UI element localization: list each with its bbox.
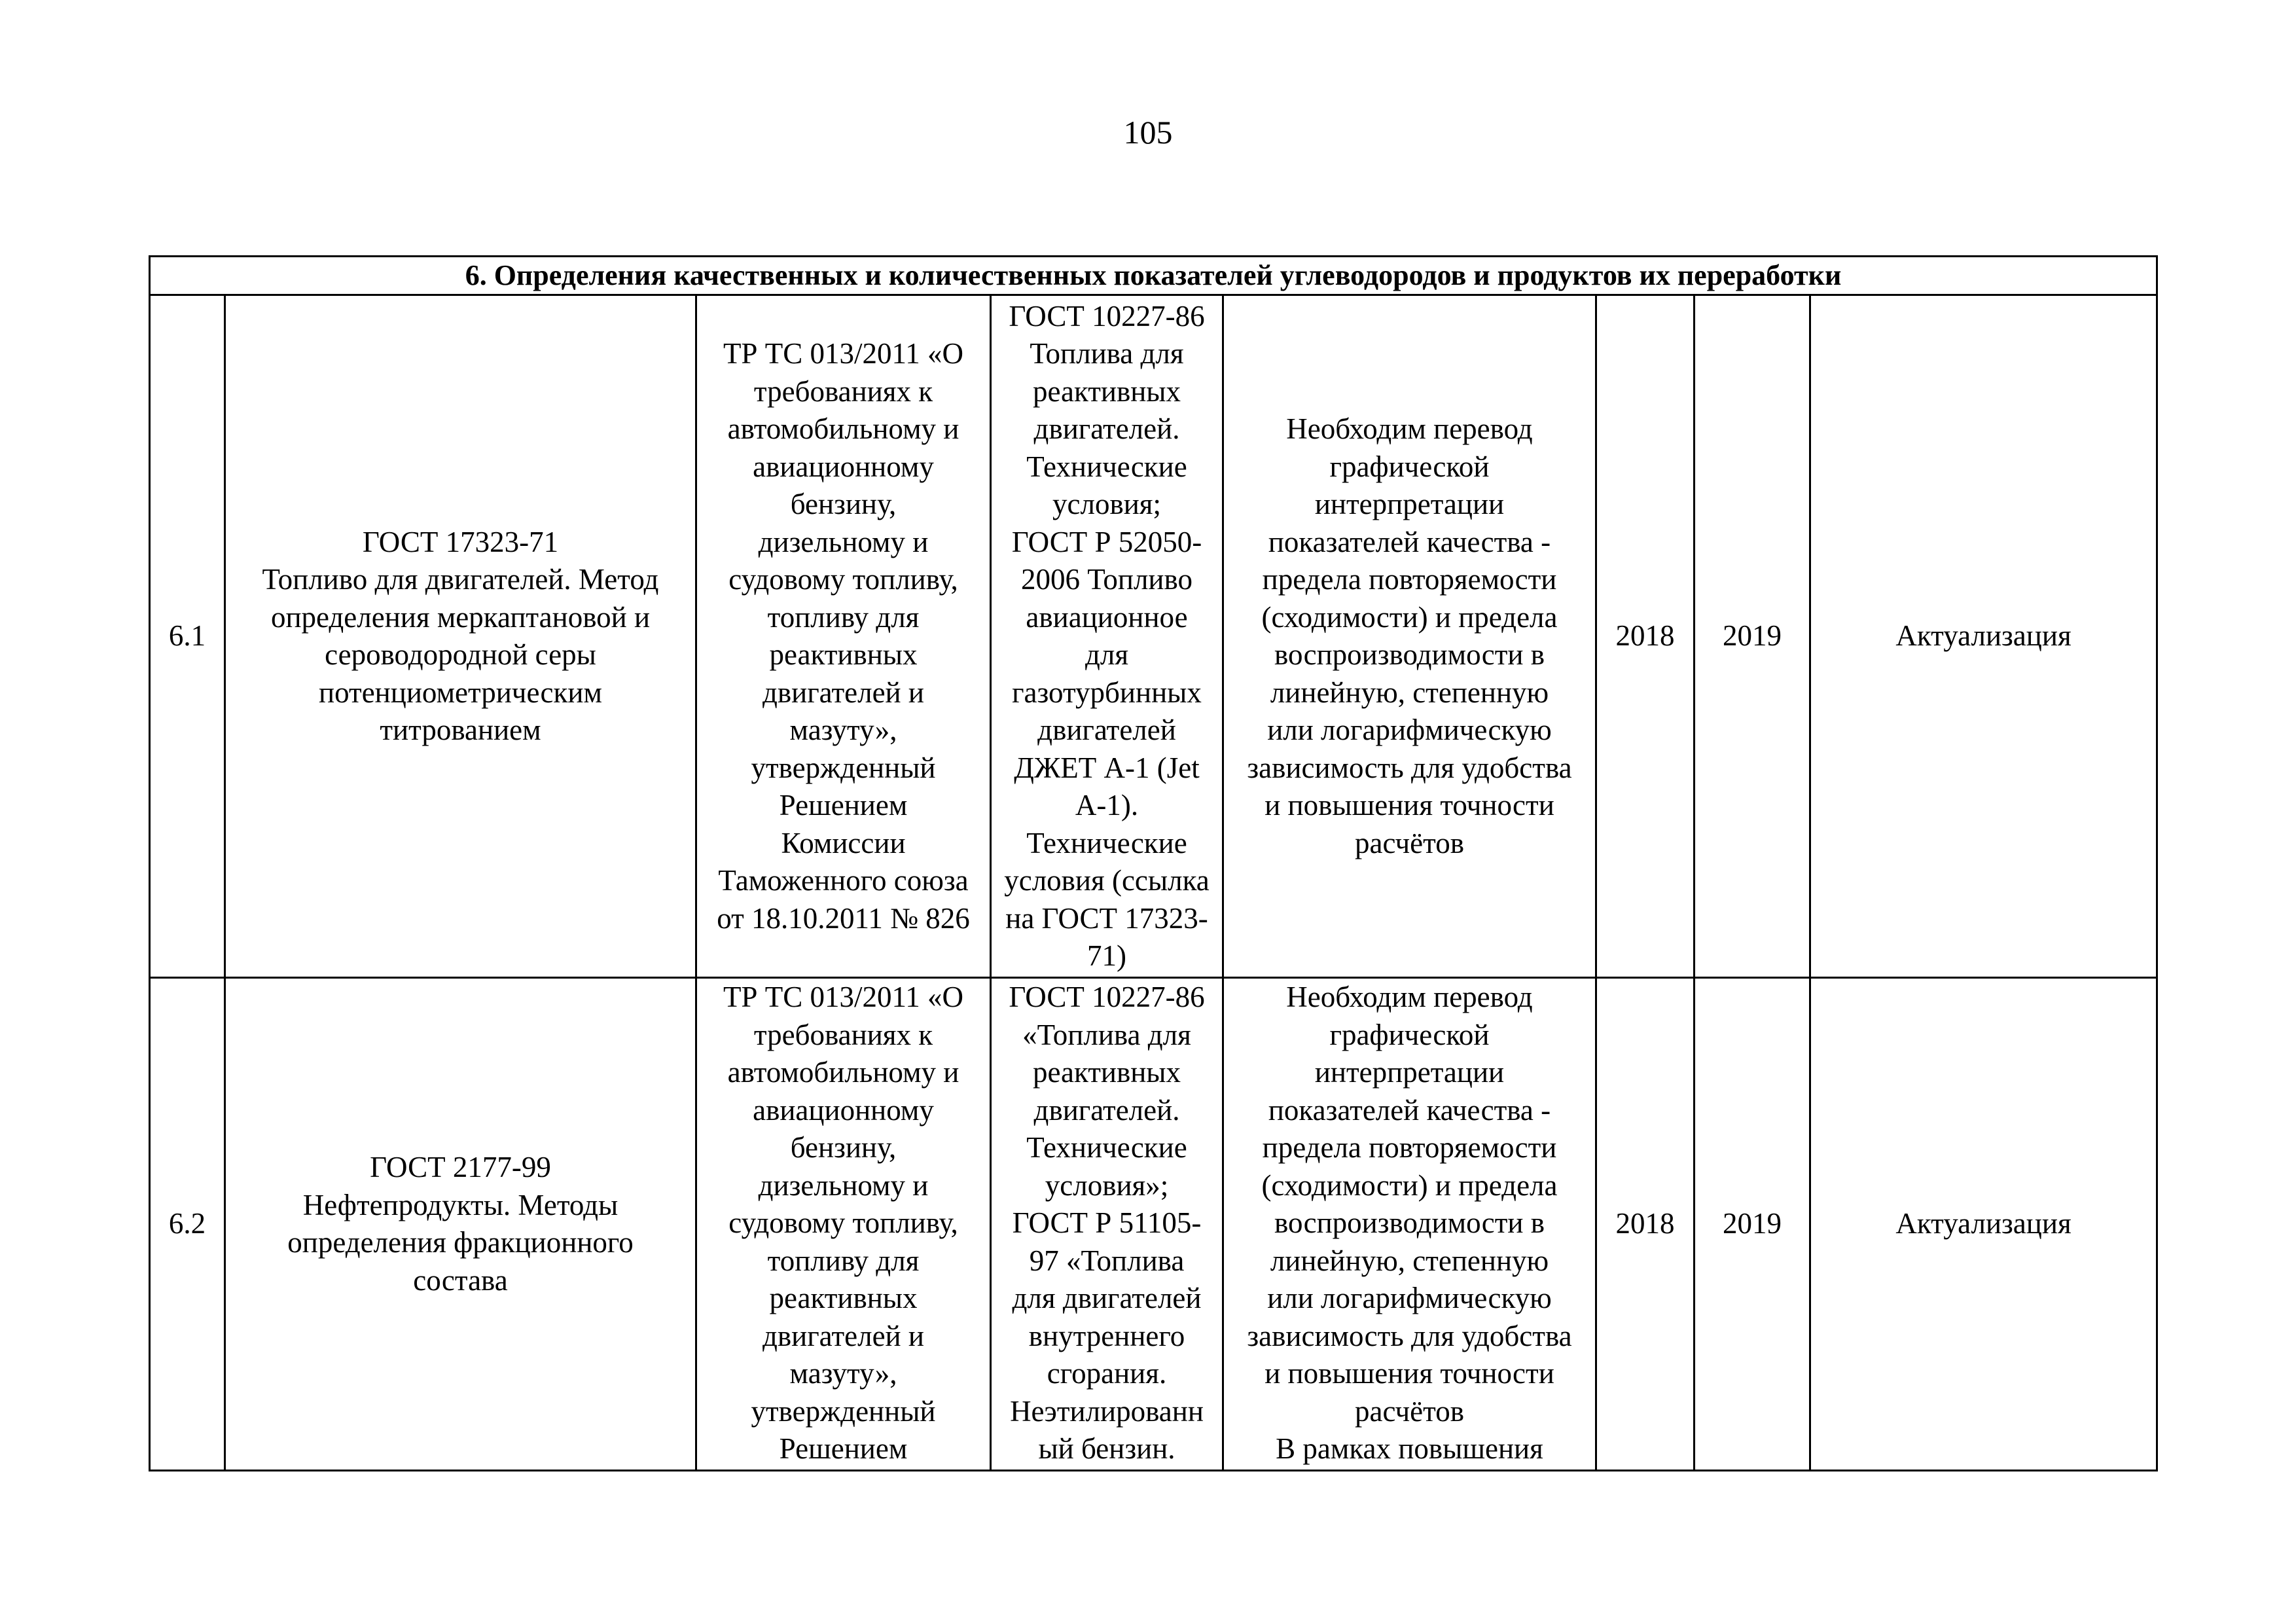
action-cell: Актуализация bbox=[1810, 295, 2157, 978]
start-year-cell: 2018 bbox=[1596, 978, 1695, 1471]
regulation-cell: ТР ТС 013/2011 «О требованиях к автомобильному и авиационному бензину, дизельному и судовому топливу, топливу для реактивных двигателей и мазуту», утвержденный Решением Комиссии Таможенного союза от 18.10.2011 № 826 bbox=[696, 295, 991, 978]
row-number: 6.1 bbox=[150, 295, 225, 978]
justification-cell: Необходим перевод графической интерпретации показателей качества - предела повторяемости (сходимости) и предела воспроизводимости в линейную, степенную или логарифмическую зависимость для удобства и повышения точности расчётов В рамках повышения bbox=[1223, 978, 1596, 1471]
section-header-row bbox=[150, 257, 2157, 295]
regulation-cell: ТР ТС 013/2011 «О требованиях к автомобильному и авиационному бензину, дизельному и судовому топливу, топливу для реактивных двигателей и мазуту», утвержденный Решением bbox=[696, 978, 991, 1471]
end-year-cell: 2019 bbox=[1695, 978, 1810, 1471]
action-cell: Актуализация bbox=[1810, 978, 2157, 1471]
table-row bbox=[150, 295, 2157, 978]
standards-table bbox=[149, 255, 2158, 1471]
related-standards-cell: ГОСТ 10227-86 «Топлива для реактивных двигателей. Технические условия»; ГОСТ Р 51105- 97 «Топлива для двигателей внутреннего сгорания. Неэтилированн ый бензин. bbox=[991, 978, 1223, 1471]
end-year-cell: 2019 bbox=[1695, 295, 1810, 978]
row-number: 6.2 bbox=[150, 978, 225, 1471]
section-title: 6. Определения качественных и количественных показателей углеводородов и продуктов их переработки bbox=[150, 257, 2157, 295]
page-number: 105 bbox=[1123, 114, 1173, 151]
standard-cell: ГОСТ 17323-71 Топливо для двигателей. Метод определения меркаптановой и сероводородной серы потенциометрическим титрованием bbox=[225, 295, 696, 978]
related-standards-cell: ГОСТ 10227-86 Топлива для реактивных двигателей. Технические условия; ГОСТ Р 52050- 2006 Топливо авиационное для газотурбинных двигателей ДЖЕТ А-1 (Jet А-1). Технические условия (ссылка на ГОСТ 17323- 71) bbox=[991, 295, 1223, 978]
table-row bbox=[150, 978, 2157, 1471]
start-year-cell: 2018 bbox=[1596, 295, 1695, 978]
justification-cell: Необходим перевод графической интерпретации показателей качества - предела повторяемости (сходимости) и предела воспроизводимости в линейную, степенную или логарифмическую зависимость для удобства и повышения точности расчётов bbox=[1223, 295, 1596, 978]
standard-cell: ГОСТ 2177-99 Нефтепродукты. Методы определения фракционного состава bbox=[225, 978, 696, 1471]
